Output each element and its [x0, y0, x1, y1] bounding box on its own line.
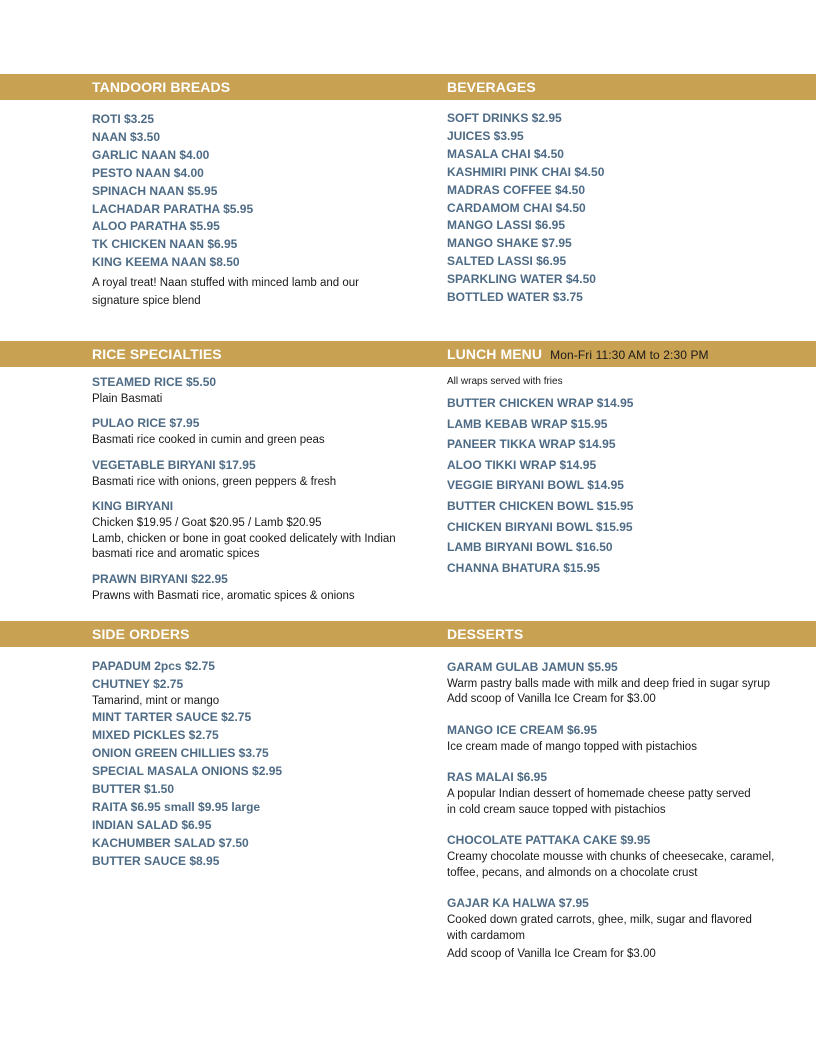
side-orders-list [92, 658, 392, 870]
lunch-menu-heading [447, 341, 709, 368]
side-orders-heading: SIDE ORDERS [92, 626, 190, 642]
lunch-menu-title: LUNCH MENU [447, 346, 543, 362]
lunch-menu-hours: Mon-Fri 11:30 AM to 2:30 PM [550, 348, 709, 362]
desserts-list [447, 659, 787, 963]
menu-item: GARAM GULAB JAMUN $5.95 [447, 660, 618, 674]
menu-item: GARLIC NAAN $4.00 [92, 147, 210, 162]
menu-item: LACHADAR PARATHA $5.95 [92, 201, 254, 216]
rice-specialties-heading: RICE SPECIALTIES [92, 346, 222, 362]
menu-item: VEGGIE BIRYANI BOWL $14.95 [447, 478, 624, 493]
menu-item: MIXED PICKLES $2.75 [92, 728, 219, 743]
menu-item: BUTTER $1.50 [92, 781, 175, 796]
item-description: Chicken $19.95 / Goat $20.95 / Lamb $20.95 [92, 517, 322, 530]
menu-item: MANGO ICE CREAM $6.95 [447, 722, 598, 737]
menu-entry [447, 832, 787, 881]
menu-item: ALOO TIKKI WRAP $14.95 [447, 457, 597, 472]
menu-item: MANGO LASSI $6.95 [447, 218, 566, 233]
menu-item: CHANNA BHATURA $15.95 [447, 560, 600, 575]
item-description: Plain Basmati [92, 392, 163, 405]
item-description: Cooked down grated carrots, ghee, milk, sugar and flavored with cardamom [447, 914, 752, 942]
beverages-heading: BEVERAGES [447, 79, 536, 95]
item-description: Add scoop of Vanilla Ice Cream for $3.00 [447, 693, 656, 706]
menu-item: ROTI $3.25 [92, 112, 155, 126]
menu-item: LAMB BIRYANI BOWL $16.50 [447, 540, 613, 555]
menu-item: SOFT DRINKS $2.95 [447, 111, 562, 125]
menu-item: NAAN $3.50 [92, 129, 161, 144]
item-description: Lamb, chicken or bone in goat cooked delicately with Indian basmati rice and aromatic spices [92, 532, 396, 561]
menu-item: PESTO NAAN $4.00 [92, 165, 204, 180]
menu-item: PANEER TIKKA WRAP $14.95 [447, 437, 616, 452]
menu-entry [447, 659, 787, 708]
menu-item: LAMB KEBAB WRAP $15.95 [447, 416, 608, 431]
menu-item: SALTED LASSI $6.95 [447, 254, 567, 269]
menu-item: MANGO SHAKE $7.95 [447, 236, 572, 251]
beverages-list [447, 110, 767, 307]
menu-entry [447, 722, 787, 755]
lunch-note: All wraps served with fries [447, 376, 563, 387]
item-description: A popular Indian dessert of homemade cheese patty served in cold cream sauce topped with pistachios [447, 788, 751, 816]
item-description: Creamy chocolate mousse with chunks of cheesecake, caramel, toffee, pecans, and almonds on a chocolate crust [447, 851, 775, 879]
menu-item: SPARKLING WATER $4.50 [447, 272, 596, 287]
menu-item: KACHUMBER SALAD $7.50 [92, 835, 249, 850]
menu-item: RAITA $6.95 small $9.95 large [92, 799, 261, 814]
menu-item: ALOO PARATHA $5.95 [92, 219, 220, 234]
menu-item: BOTTLED WATER $3.75 [447, 290, 583, 305]
item-description: Ice cream made of mango topped with pistachios [447, 740, 697, 753]
menu-item: CARDAMOM CHAI $4.50 [447, 200, 586, 215]
item-description: Warm pastry balls made with milk and deep fried in sugar syrup [447, 677, 770, 690]
menu-item: ONION GREEN CHILLIES $3.75 [92, 746, 269, 761]
menu-entry [447, 895, 787, 962]
menu-item: KING BIRYANI [92, 499, 174, 514]
menu-item: MASALA CHAI $4.50 [447, 146, 564, 161]
menu-item: GAJAR KA HALWA $7.95 [447, 896, 589, 911]
menu-item: RAS MALAI $6.95 [447, 770, 548, 785]
menu-item: MADRAS COFFEE $4.50 [447, 182, 586, 197]
menu-item: PAPADUM 2pcs $2.75 [92, 659, 215, 673]
item-description: A royal treat! Naan stuffed with minced lamb and our signature spice blend [92, 277, 359, 308]
menu-entry [92, 415, 412, 448]
item-description: Prawns with Basmati rice, aromatic spices & onions [92, 589, 355, 602]
menu-item: BUTTER CHICKEN WRAP $14.95 [447, 396, 634, 410]
menu-item: CHOCOLATE PATTAKA CAKE $9.95 [447, 833, 651, 848]
menu-item: INDIAN SALAD $6.95 [92, 817, 212, 832]
rice-specialties-list [92, 374, 412, 604]
menu-item: JUICES $3.95 [447, 128, 524, 143]
menu-item: MINT TARTER SAUCE $2.75 [92, 710, 252, 725]
menu-item: VEGETABLE BIRYANI $17.95 [92, 457, 256, 472]
menu-item: PRAWN BIRYANI $22.95 [92, 571, 228, 586]
tandoori-breads-list [92, 111, 392, 310]
menu-item: TK CHICKEN NAAN $6.95 [92, 237, 238, 252]
item-description: Tamarind, mint or mango [92, 694, 220, 707]
menu-item: SPINACH NAAN $5.95 [92, 183, 218, 198]
item-description: Basmati rice cooked in cumin and green peas [92, 434, 325, 447]
menu-entry [92, 571, 412, 604]
menu-entry [92, 457, 412, 490]
tandoori-breads-heading: TANDOORI BREADS [92, 79, 231, 95]
desserts-heading: DESSERTS [447, 626, 524, 642]
menu-item: SPECIAL MASALA ONIONS $2.95 [92, 764, 283, 779]
menu-entry [447, 769, 787, 818]
menu-item: PULAO RICE $7.95 [92, 416, 200, 431]
lunch-menu-list [447, 375, 787, 578]
menu-item: KING KEEMA NAAN $8.50 [92, 255, 240, 270]
menu-entry [92, 374, 412, 407]
item-description: Basmati rice with onions, green peppers & fresh [92, 475, 337, 488]
menu-item: CHICKEN BIRYANI BOWL $15.95 [447, 519, 633, 534]
menu-item: KASHMIRI PINK CHAI $4.50 [447, 164, 605, 179]
menu-entry [92, 498, 412, 562]
menu-item: BUTTER CHICKEN BOWL $15.95 [447, 498, 634, 513]
menu-item: CHUTNEY $2.75 [92, 676, 184, 691]
menu-item: STEAMED RICE $5.50 [92, 375, 217, 389]
item-description: Add scoop of Vanilla Ice Cream for $3.00 [447, 948, 656, 961]
menu-item: BUTTER SAUCE $8.95 [92, 853, 220, 868]
